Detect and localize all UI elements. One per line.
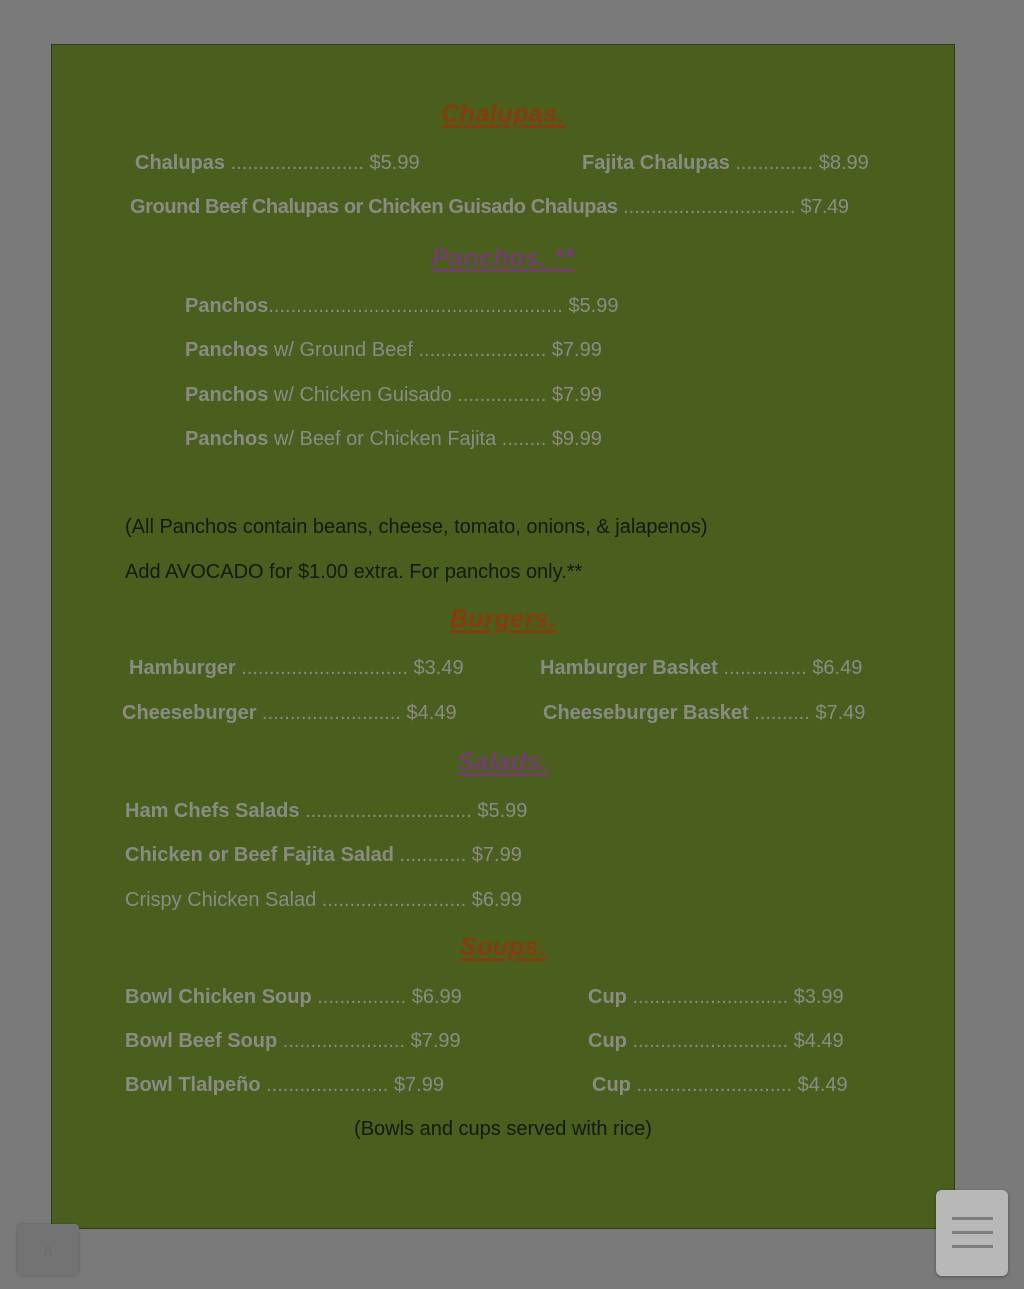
menu-item	[125, 986, 462, 1009]
menu-item	[129, 657, 464, 680]
scroll-to-top-button[interactable]	[17, 1224, 79, 1276]
item-name: Chicken or Beef Fajita Salad	[125, 844, 394, 866]
item-name: Chalupas	[135, 152, 226, 174]
menu-item	[135, 152, 420, 175]
leader-dots: ......................	[277, 1030, 406, 1052]
item-price: $3.49	[413, 657, 464, 679]
item-price: $7.49	[800, 196, 849, 218]
menu-button[interactable]	[936, 1190, 1008, 1276]
item-name: Bowl Chicken Soup	[125, 986, 312, 1008]
item-price: $4.49	[797, 1074, 848, 1096]
item-name: Cup	[588, 1030, 627, 1052]
menu-item	[540, 657, 862, 680]
item-suffix: w/ Beef or Chicken Fajita	[268, 428, 497, 450]
panchos-ingredients-note: (All Panchos contain beans, cheese, tomato, onions, & jalapenos)	[125, 516, 708, 538]
leader-dots: .....................................................	[268, 295, 563, 317]
section-title-panchos: Panchos. **	[431, 244, 575, 272]
item-price: $6.49	[812, 657, 863, 679]
section-title-chalupas: Chalupas.	[441, 100, 565, 128]
item-price: $7.99	[471, 844, 522, 866]
leader-dots: ............................	[630, 1074, 793, 1096]
section-title-salads: Salads.	[457, 748, 549, 776]
menu-item	[588, 986, 844, 1009]
menu-item	[185, 339, 602, 362]
menu-item	[185, 428, 602, 451]
item-name: Cup	[588, 986, 627, 1008]
item-name: Ham Chefs Salads	[125, 800, 300, 822]
leader-dots: ................	[451, 384, 547, 406]
menu-item	[185, 295, 619, 318]
item-price: $5.99	[369, 152, 420, 174]
section-title-burgers: Burgers.	[449, 605, 557, 633]
item-price: $4.49	[793, 1030, 844, 1052]
leader-dots: ........................	[225, 152, 364, 174]
item-name: Cup	[592, 1074, 631, 1096]
avocado-note: Add AVOCADO for $1.00 extra. For panchos only.**	[125, 561, 583, 583]
leader-dots: ..............................	[299, 800, 472, 822]
menu-page	[51, 44, 955, 1229]
leader-dots: ..............................	[235, 657, 408, 679]
menu-item	[125, 1030, 461, 1053]
chevron-up-icon: ∧	[41, 1239, 55, 1260]
item-name: Ground Beef Chalupas or Chicken Guisado Chalupas	[130, 196, 618, 218]
leader-dots: ............................	[626, 1030, 789, 1052]
leader-dots: ..........................	[316, 889, 467, 911]
menu-item	[125, 800, 527, 823]
menu-item	[125, 1074, 444, 1097]
item-price: $7.49	[815, 702, 866, 724]
menu-item	[130, 196, 849, 219]
leader-dots: ..............	[729, 152, 814, 174]
item-name: Bowl Beef Soup	[125, 1030, 278, 1052]
leader-dots: ..........	[748, 702, 810, 724]
leader-dots: ............	[393, 844, 467, 866]
item-name: Bowl Tlalpeño	[125, 1074, 261, 1096]
leader-dots: .......................	[412, 339, 547, 361]
item-name: Crispy Chicken Salad	[125, 889, 317, 911]
item-price: $7.99	[410, 1030, 461, 1052]
menu-bar-line	[952, 1217, 993, 1220]
item-name: Fajita Chalupas	[582, 152, 730, 174]
leader-dots: ................	[311, 986, 407, 1008]
item-price: $5.99	[568, 295, 619, 317]
item-name: Panchos	[185, 428, 269, 450]
item-name: Panchos	[185, 384, 269, 406]
leader-dots: ......................	[260, 1074, 389, 1096]
item-price: $7.99	[551, 339, 602, 361]
menu-item	[125, 889, 522, 912]
leader-dots: ........	[496, 428, 547, 450]
item-name: Hamburger Basket	[540, 657, 718, 679]
leader-dots: ...............	[717, 657, 807, 679]
leader-dots: ...............................	[617, 196, 796, 218]
item-suffix: w/ Chicken Guisado	[268, 384, 452, 406]
item-suffix: w/ Ground Beef	[268, 339, 413, 361]
item-name: Panchos	[185, 339, 269, 361]
leader-dots: .........................	[256, 702, 401, 724]
menu-item	[185, 384, 602, 407]
item-price: $7.99	[393, 1074, 444, 1096]
item-name: Cheeseburger	[122, 702, 257, 724]
item-name: Hamburger	[129, 657, 236, 679]
menu-item	[582, 152, 869, 175]
menu-item	[543, 702, 865, 725]
section-title-soups: Soups.	[459, 933, 547, 961]
item-price: $6.99	[411, 986, 462, 1008]
item-price: $3.99	[793, 986, 844, 1008]
item-price: $8.99	[818, 152, 869, 174]
item-price: $4.49	[406, 702, 457, 724]
item-price: $5.99	[477, 800, 528, 822]
item-price: $6.99	[471, 889, 522, 911]
soups-rice-note: (Bowls and cups served with rice)	[354, 1118, 652, 1140]
menu-bar-line	[952, 1231, 993, 1234]
menu-item	[592, 1074, 848, 1097]
menu-item	[122, 702, 457, 725]
menu-item	[125, 844, 522, 867]
menu-bar-line	[952, 1245, 993, 1248]
item-name: Panchos	[185, 295, 269, 317]
menu-item	[588, 1030, 844, 1053]
leader-dots: ............................	[626, 986, 789, 1008]
item-price: $9.99	[551, 428, 602, 450]
item-name: Cheeseburger Basket	[543, 702, 749, 724]
item-price: $7.99	[551, 384, 602, 406]
